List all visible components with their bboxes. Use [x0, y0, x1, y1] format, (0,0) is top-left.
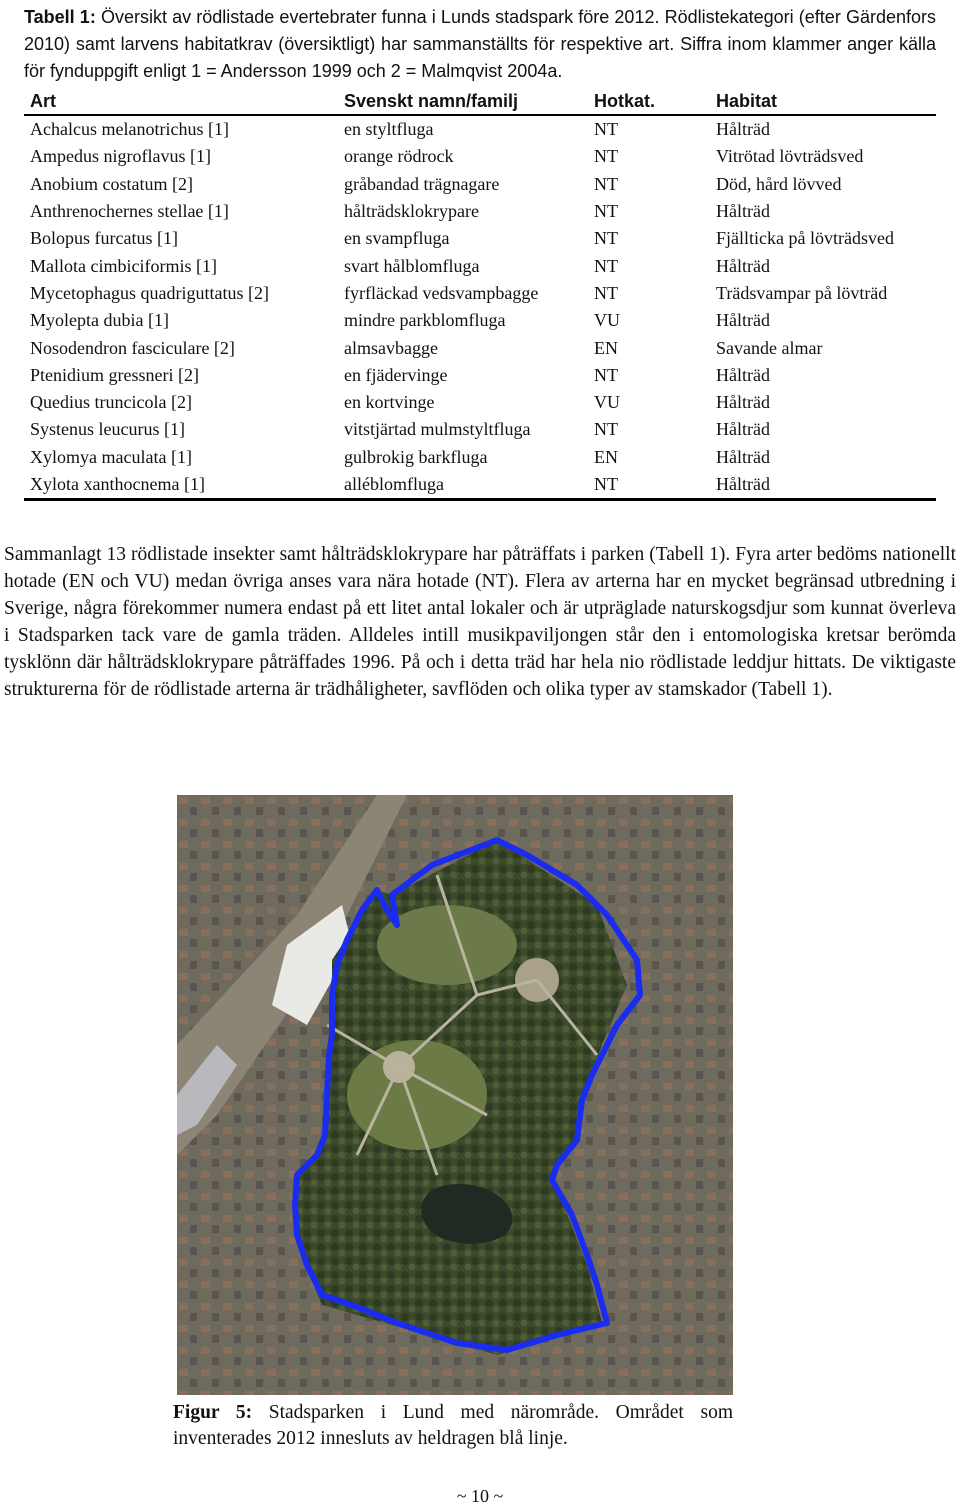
cell-svenskt-namn: gulbrokig barkfluga — [344, 446, 488, 467]
header-svenskt-namn: Svenskt namn/familj — [338, 88, 588, 115]
cell-svenskt-namn: en styltfluga — [344, 119, 434, 140]
table-row — [24, 115, 936, 143]
cell-art: Ptenidium gressneri [2] — [30, 364, 199, 385]
cell-habitat: Savande almar — [716, 337, 823, 358]
cell-art: Mycetophagus quadriguttatus [2] — [30, 282, 269, 303]
table-row — [24, 280, 936, 307]
cell-art: Myolepta dubia [1] — [30, 310, 169, 331]
cell-svenskt-namn: mindre parkblomfluga — [344, 310, 506, 331]
header-habitat: Habitat — [710, 88, 936, 115]
cell-svenskt-namn: vitstjärtad mulmstyltfluga — [344, 419, 531, 440]
cell-habitat: Hålträd — [716, 119, 770, 140]
cell-habitat: Hålträd — [710, 471, 936, 500]
table-row — [24, 416, 936, 443]
table-header-row — [24, 88, 936, 115]
figure-caption-text: Stadsparken i Lund med närområde. Området som inventerades 2012 innesluts av heldragen blå linje. — [173, 1402, 733, 1449]
cell-art: Mallota cimbiciformis [1] — [30, 255, 217, 276]
cell-hotkat: NT — [588, 471, 710, 500]
cell-habitat: Hålträd — [716, 310, 770, 331]
cell-habitat: Vitrötad lövträdsved — [716, 146, 864, 167]
cell-hotkat: NT — [594, 173, 618, 194]
cell-svenskt-namn: hålträdsklokrypare — [344, 201, 479, 222]
cell-habitat: Hålträd — [716, 255, 770, 276]
cell-hotkat: NT — [594, 282, 618, 303]
park-aerial-map — [177, 795, 733, 1395]
cell-art: Xylota xanthocnema [1] — [24, 471, 338, 500]
table-row — [24, 307, 936, 334]
body-paragraph: Sammanlagt 13 rödlistade insekter samt hålträdsklokrypare har påträffats i parken (Tabell 1). Fyra arter bedöms nationellt hotade (EN och VU) medan övriga anses vara nära hotade (NT). Flera av arterna har en mycket begränsad utbredning i Sverige, några förekommer numera endast på ett litet antal lokaler och är utpräglade naturskogsdjur som kunnat överleva i Stadsparken tack vare de gamla träden. Alldeles intill musikpaviljongen står den i entomologiska kretsar berömda tysklönn där hålträdsklokrypare påträffades 1996. På och i detta träd har hela nio rödlistade leddjur hittats. De viktigaste strukturerna för de rödlistade arterna är trädhåligheter, savflöden och olika typer av stamskador (Tabell 1). — [4, 544, 956, 700]
cell-art: Achalcus melanotrichus [1] — [30, 119, 229, 140]
cell-art: Quedius truncicola [2] — [30, 392, 192, 413]
table-row — [24, 444, 936, 471]
table-row — [24, 198, 936, 225]
cell-art: Anthrenochernes stellae [1] — [30, 201, 229, 222]
table-row — [24, 143, 936, 170]
cell-habitat: Hålträd — [716, 446, 770, 467]
cell-hotkat: EN — [594, 337, 618, 358]
cell-svenskt-namn: fyrfläckad vedsvampbagge — [344, 282, 539, 303]
redlist-table — [24, 88, 936, 501]
table-row — [24, 389, 936, 416]
cell-hotkat: NT — [594, 419, 618, 440]
table-row — [24, 225, 936, 252]
header-hotkat: Hotkat. — [588, 88, 710, 115]
cell-habitat: Hålträd — [716, 201, 770, 222]
cell-svenskt-namn: en fjädervinge — [344, 364, 448, 385]
table-row — [24, 471, 936, 500]
table-caption-text: Översikt av rödlistade evertebrater funna i Lunds stadspark före 2012. Rödlistekategori (efter Gärdenfors 2010) samt larvens habitatkrav (översiktligt) har sammanställts för respektive art. Siffra inom klammer anger källa för fynduppgift enligt 1 = Andersson 1999 och 2 = Malmqvist 2004a. — [24, 7, 936, 81]
cell-habitat: Hålträd — [716, 364, 770, 385]
table-row — [24, 171, 936, 198]
cell-art: Ampedus nigroflavus [1] — [30, 146, 211, 167]
cell-hotkat: NT — [594, 228, 618, 249]
cell-svenskt-namn: en kortvinge — [344, 392, 435, 413]
cell-habitat: Död, hård lövved — [716, 173, 842, 194]
cell-habitat: Hålträd — [716, 392, 770, 413]
cell-art: Anobium costatum [2] — [30, 173, 193, 194]
cell-art: Bolopus furcatus [1] — [30, 228, 178, 249]
cell-svenskt-namn: en svampfluga — [344, 228, 450, 249]
map-svg — [177, 795, 733, 1395]
cell-habitat: Trädsvampar på lövträd — [716, 282, 888, 303]
cell-hotkat: NT — [594, 119, 618, 140]
cell-hotkat: NT — [594, 255, 618, 276]
cell-svenskt-namn: gråbandad trägnagare — [344, 173, 500, 194]
cell-svenskt-namn: orange rödrock — [344, 146, 454, 167]
cell-hotkat: VU — [594, 392, 620, 413]
cell-art: Nosodendron fasciculare [2] — [30, 337, 235, 358]
cell-svenskt-namn: almsavbagge — [344, 337, 438, 358]
cell-habitat: Fjällticka på lövträdsved — [716, 228, 894, 249]
table-row — [24, 362, 936, 389]
cell-hotkat: NT — [594, 146, 618, 167]
figure-caption-label: Figur 5: — [173, 1402, 253, 1423]
cell-art: Systenus leucurus [1] — [30, 419, 185, 440]
figure-caption — [173, 1400, 733, 1452]
cell-hotkat: NT — [594, 364, 618, 385]
cell-svenskt-namn: alléblomfluga — [338, 471, 588, 500]
table-row — [24, 334, 936, 361]
header-art: Art — [24, 88, 338, 115]
table-caption-label: Tabell 1: — [24, 7, 96, 27]
table-row — [24, 252, 936, 279]
cell-habitat: Hålträd — [716, 419, 770, 440]
cell-hotkat: EN — [594, 446, 618, 467]
cell-art: Xylomya maculata [1] — [30, 446, 192, 467]
cell-hotkat: NT — [594, 201, 618, 222]
cell-hotkat: VU — [594, 310, 620, 331]
table-caption — [24, 4, 936, 85]
cell-svenskt-namn: svart hålblomfluga — [344, 255, 480, 276]
page-number: ~ 10 ~ — [456, 1486, 504, 1506]
